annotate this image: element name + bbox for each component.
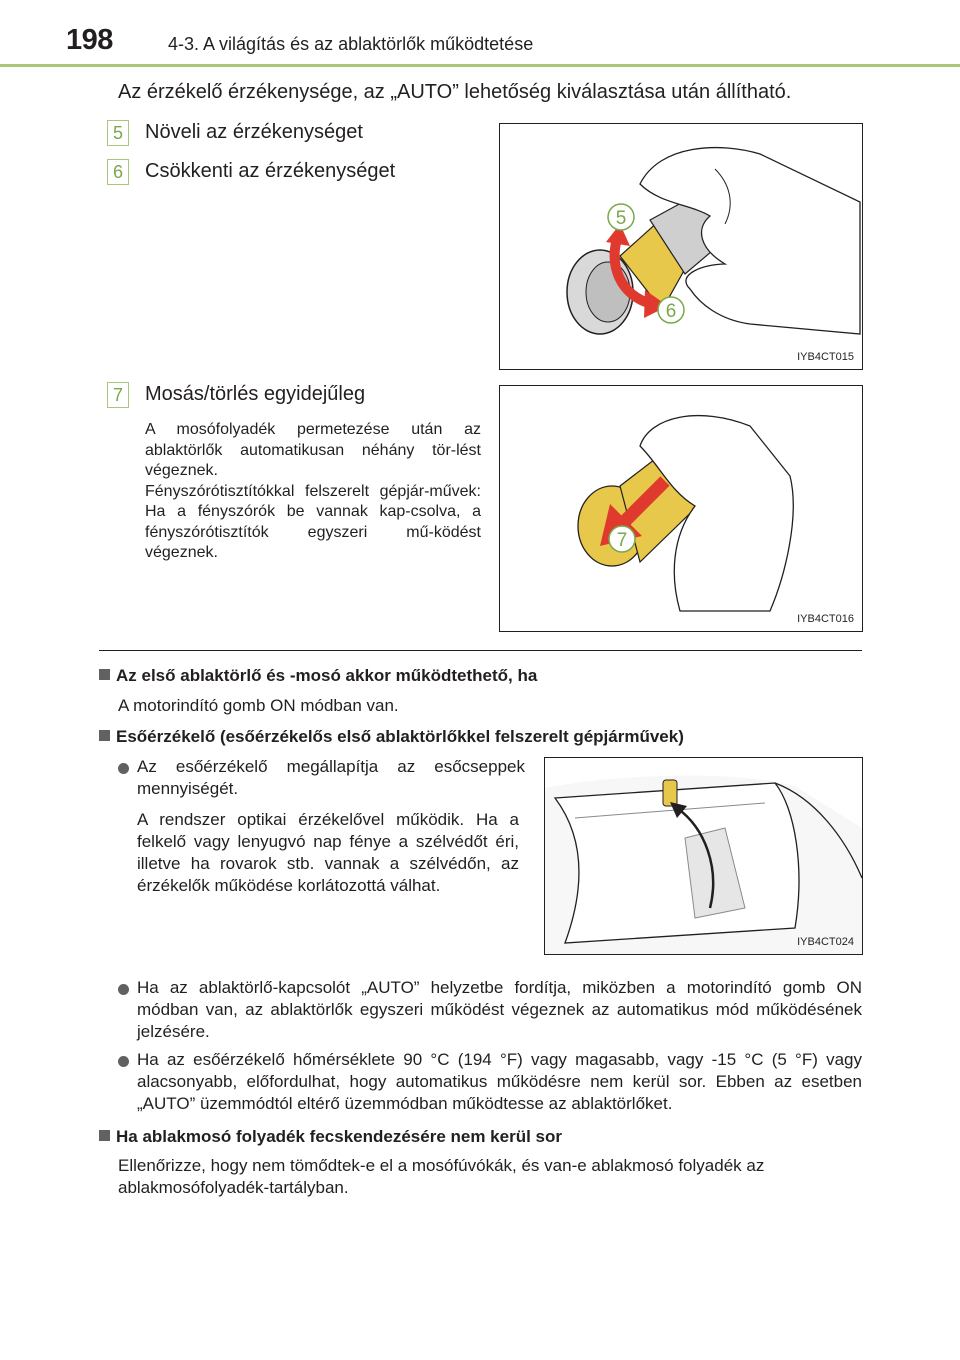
square-bullet-icon (99, 669, 110, 680)
page-number: 198 (66, 24, 113, 56)
figure-wiper-sensitivity (499, 123, 863, 370)
figure-wash-wipe (499, 385, 863, 632)
step-7-description (145, 420, 481, 564)
figure-code: IYB4CT015 (797, 351, 854, 363)
bullet-dot-icon (118, 1056, 129, 1067)
step-label-6: Csökkenti az érzékenységet (145, 160, 396, 182)
callout-5: 5 (615, 208, 627, 229)
figure-code: IYB4CT024 (797, 936, 854, 948)
step-7-desc-line-1: A mosófolyadék permetezése után az ablaktörlők automatikusan néhány tör-lést végeznek. (145, 421, 481, 479)
step-label-5: Növeli az érzékenységet (145, 121, 363, 143)
header-rule (0, 64, 960, 67)
step-label-7: Mosás/törlés egyidejűleg (145, 383, 366, 405)
note-heading-operable: Az első ablaktörlő és -mosó akkor működtethető, ha (99, 666, 537, 686)
figure-code: IYB4CT016 (797, 613, 854, 625)
step-7-desc-line-2: Fényszórótisztítókkal felszerelt gépjár-művek: Ha a fényszórók be vannak kap-csolva, a fényszórótisztítók egyszeri mű-ködést végeznek. (145, 482, 481, 561)
rain-sensor-bullet-1: Az esőérzékelő megállapítja az esőcseppek mennyiségét. (137, 757, 525, 798)
rain-sensor-bullet-1-detail: A rendszer optikai érzékelővel működik. Ha a felkelő vagy lenyugvó nap fénye a szélvédőt éri, illetve ha rovarok stb. vannak a szélvédőn, az érzékelők működése korlátozottá válhat. (137, 810, 519, 895)
figure-rain-sensor-location (544, 757, 863, 955)
step-number-7: 7 (107, 382, 129, 408)
section-title: 4-3. A világítás és az ablaktörlők működtetése (168, 34, 534, 54)
square-bullet-icon (99, 1130, 110, 1141)
hand-rotating-switch-illustration (500, 124, 862, 369)
step-number-5: 5 (107, 120, 129, 146)
square-bullet-icon (99, 730, 110, 741)
rain-sensor-bullet-3: Ha az esőérzékelő hőmérséklete 90 °C (194 °F) vagy magasabb, vagy -15 °C (5 °F) vagy alacsonyabb, előfordulhat, hogy automatikus működésre nem kerül sor. Ebben az esetben „AUTO” üzemmódtól eltérő üzemmódban működtesse az ablaktörlőket. (137, 1050, 862, 1113)
windshield-sensor-illustration (545, 758, 862, 954)
callout-6: 6 (665, 301, 677, 322)
step-number-6: 6 (107, 159, 129, 185)
hand-pulling-switch-illustration (500, 386, 862, 631)
note-text-no-washer-fluid: Ellenőrizze, hogy nem tömődtek-e el a mosófúvókák, és van-e ablakmosó folyadék az ablakmosófolyadék-tartályban. (118, 1156, 765, 1197)
note-heading-rain-sensor: Esőérzékelő (esőérzékelős első ablaktörlőkkel felszerelt gépjárművek) (99, 727, 684, 747)
rain-sensor-bullet-2: Ha az ablaktörlő-kapcsolót „AUTO” helyzetbe fordítja, miközben a motorindító gomb ON módban van, az ablaktörlők egyszeri működést végeznek az automatikus mód működésének jelzésére. (137, 978, 862, 1041)
bullet-dot-icon (118, 763, 129, 774)
bullet-dot-icon (118, 984, 129, 995)
section-divider (99, 650, 862, 651)
note-heading-no-washer-fluid: Ha ablakmosó folyadék fecskendezésére nem kerül sor (99, 1127, 562, 1147)
callout-7: 7 (616, 530, 628, 551)
note-text-operable: A motorindító gomb ON módban van. (118, 696, 399, 715)
page-header (0, 0, 960, 66)
intro-text: Az érzékelő érzékenysége, az „AUTO” lehetőség kiválasztása után állítható. (118, 81, 792, 103)
